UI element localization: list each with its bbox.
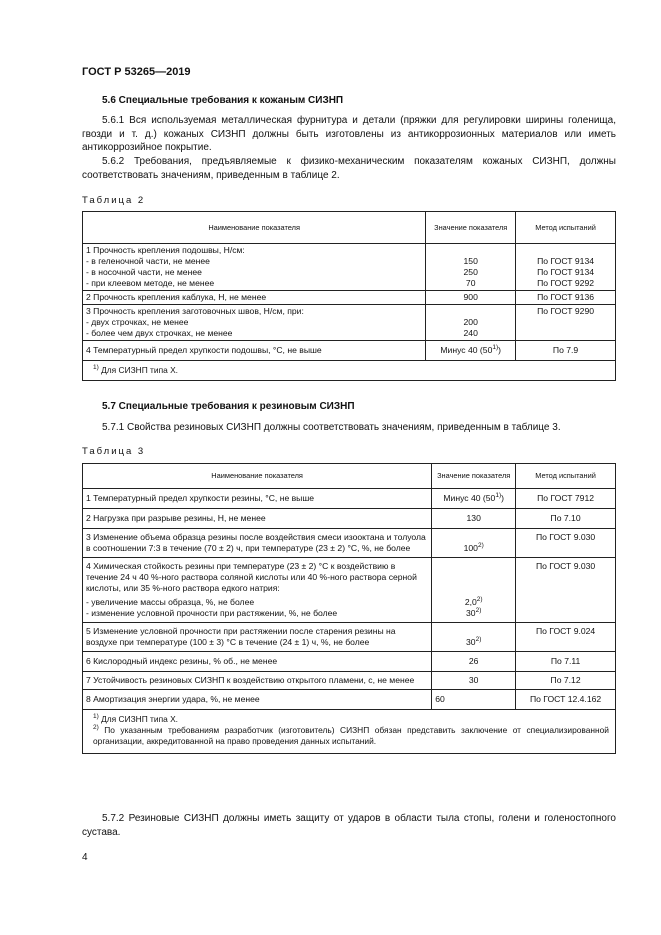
document-header: ГОСТ Р 53265—2019 — [82, 66, 191, 78]
table-row: 3 Изменение объема образца резины после воздействия смеси изооктана и толуола в соотношении 7:3 в течение (70 ± 2) ч, при температуре (23 ± 2) °С, %, не более — [83, 529, 432, 558]
table-row: 7 Устойчивость резиновых СИЗНП к воздействию открытого пламени, с, не менее — [83, 672, 432, 690]
table-row: 8 Амортизация энергии удара, %, не менее — [83, 690, 432, 710]
table-2-col-method: Метод испытаний — [516, 212, 616, 244]
table-3-col-method: Метод испытаний — [516, 464, 616, 489]
table-row: 2 Нагрузка при разрыве резины, Н, не менее — [83, 509, 432, 529]
table-3-col-name: Наименование показателя — [83, 464, 432, 489]
table-2-col-name: Наименование показателя — [83, 212, 426, 244]
section-5-7-heading: 5.7 Специальные требования к резиновым СИЗНП — [102, 401, 355, 412]
table-3: Наименование показателя Значение показателя Метод испытаний 1 Температурный предел хрупкости резины, °С, не выше Минус 40 (50$^{1)}$) По ГОСТ 7912 2 Нагрузка при разрыве резины, Н, не менее 130 По 7.10 3 Изменение объема образца резины после воздействия смеси изооктана и толуола в соотношении 7:3 в течение (70 ± 2) ч, при температуре (23 ± 2) °С, %, не более 100$^{2)}$ По ГОСТ 9.030 4 Химическая стойкость резины при температуре (23 ± 2) °С к воздействию в течение 24 ч 40 %-ного раствора соляной кислоты или 40 %-ного раствора серной кислоты, или 35 %-ного раствора едкого натрия: - увеличение массы образца, %, не более - изменение условной прочности при растяжении, %, не более 2,0$^{2)}$ 30$^{2)}$ По ГОСТ 9.030 5 Изменение условной прочности при растяжении после старения резины на воздухе при температуре (100 ± 3) °С в течение (24 ± 1) ч, %, не более 30$^{2)}$ По ГОСТ 9.024 6 Кислородный индекс резины, % об., не менее 26 По 7.11 7 Устойчивость резиновых СИЗНП к воздействию открытого пламени, с, не менее 30 По 7.12 8 Амортизация энергии удара, %, не менее 60 По ГОСТ 12.4.162 $^{1)}$ Для СИЗНП типа Х. $^{2)}$ По указанным требованиям разработчик (изготовитель) СИЗНП обязан представить заключение от специализированной организации, аккредитованной на право проведения данных испытаний. — [82, 463, 616, 754]
page-number: 4 — [82, 852, 88, 863]
paragraph-5-6-2: 5.6.2 Требования, предъявляемые к физико-механическим показателям кожаных СИЗНП, должны соответствовать значениям, приведенным в таблице 2. — [82, 156, 616, 181]
table-2-caption: Таблица 2 — [82, 195, 146, 206]
paragraph-5-7-2: 5.7.2 Резиновые СИЗНП должны иметь защиту от ударов в области тыла стопы, голени и голеностопного сустава. — [82, 813, 616, 838]
table-2-col-value: Значение показателя — [426, 212, 516, 244]
table-2-footnote: $^{1)}$ Для СИЗНП типа Х. — [83, 361, 616, 381]
table-2: Наименование показателя Значение показателя Метод испытаний 1 Прочность крепления подошвы, Н/см: - в геленочной части, не менее - в носочной части, не менее - при клеевом методе, не менее 150 250 70 По ГОСТ 9134 По ГОСТ 9134 По ГОСТ 9292 2 Прочность крепления каблука, Н, не менее 900 По ГОСТ 9136 3 Прочность крепления заготовочных швов, Н/см, при: - двух строчках, не менее - более чем двух строчках, не менее 200 240 По ГОСТ 9290 4 Температурный предел хрупкости подошвы, °С, не выше Минус 40 (50$^{1)}$) По 7.9 $^{1)}$ Для СИЗНП типа Х. — [82, 211, 616, 381]
table-row: 6 Кислородный индекс резины, % об., не менее — [83, 652, 432, 672]
table-row: 1 Прочность крепления подошвы, Н/см: - в геленочной части, не менее - в носочной части, не менее - при клеевом методе, не менее — [83, 244, 426, 291]
table-3-caption: Таблица 3 — [82, 446, 146, 457]
table-row: 4 Химическая стойкость резины при температуре (23 ± 2) °С к воздействию в течение 24 ч 40 %-ного раствора соляной кислоты или 40 %-ного раствора серной кислоты, или 35 %-ного раствора едкого натрия: - увеличение массы образца, %, не более - изменение условной прочности при растяжении, %, не более — [83, 558, 432, 623]
table-row: 1 Температурный предел хрупкости резины, °С, не выше — [83, 489, 432, 509]
table-row: 3 Прочность крепления заготовочных швов, Н/см, при: - двух строчках, не менее - более чем двух строчках, не менее — [83, 305, 426, 341]
paragraph-5-6-1: 5.6.1 Вся используемая металлическая фурнитура и детали (пряжки для регулировки ширины голенища, гвозди и т. д.) кожаных СИЗНП должны быть изготовлены из антикоррозионных материалов или иметь антикоррозийное покрытие. — [82, 115, 616, 153]
table-row: 2 Прочность крепления каблука, Н, не менее — [83, 291, 426, 305]
paragraph-5-7-1: 5.7.1 Свойства резиновых СИЗНП должны соответствовать значениям, приведенным в таблице 3. — [102, 422, 561, 433]
table-3-col-value: Значение показателя — [432, 464, 516, 489]
table-row: 5 Изменение условной прочности при растяжении после старения резины на воздухе при температуре (100 ± 3) °С в течение (24 ± 1) ч, %, не более — [83, 623, 432, 652]
section-5-6-heading: 5.6 Специальные требования к кожаным СИЗНП — [102, 95, 344, 106]
table-row: 4 Температурный предел хрупкости подошвы, °С, не выше — [83, 341, 426, 361]
table-3-footnotes: $^{1)}$ Для СИЗНП типа Х. $^{2)}$ По указанным требованиям разработчик (изготовитель) СИЗНП обязан представить заключение от специализированной организации, аккредитованной на право проведения данных испытаний. — [83, 710, 616, 754]
